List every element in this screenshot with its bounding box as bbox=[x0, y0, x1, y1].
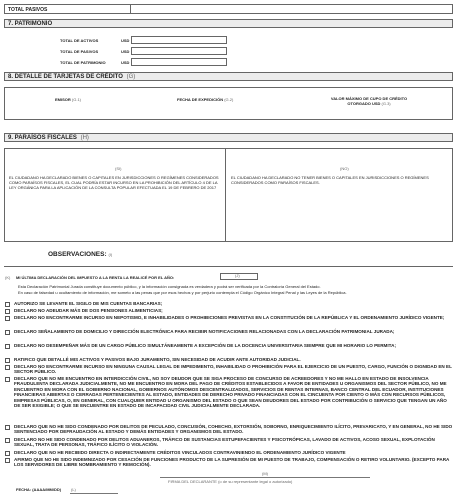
signature-ref: (M) bbox=[262, 471, 268, 476]
note-1: Esta Declaración Patrimonial Jurada constituye documento público, y la información consignada es verdadera y podrá ser verificada por la Contraloría General del Estado. bbox=[18, 284, 321, 289]
section-8-header bbox=[4, 72, 453, 81]
declaration-checkbox-12[interactable] bbox=[5, 458, 10, 463]
declaration-checkbox-5[interactable] bbox=[5, 344, 10, 349]
declaration-checkbox-2[interactable] bbox=[5, 309, 10, 314]
section-8-title: 8. DETALLE DE TARJETAS DE CRÉDITO bbox=[8, 74, 123, 80]
total-pasivos-row bbox=[4, 4, 453, 14]
fecha-label: FECHA: (AAAA/MM/DD) bbox=[16, 487, 62, 492]
ultima-declaracion-year-field[interactable] bbox=[220, 273, 258, 280]
section-9-header bbox=[4, 133, 453, 142]
declaration-10: DECLARO NO HE SIDO CONDENADO POR DELITOS ADUANEROS, TRÁFICO DE SUSTANCIAS ESTUPEFACIENTES Y PSICOTRÓPICAS, LAVADO DE ACTIVOS, ACOSO SEXUAL, EXPLOTACIÓN SEXUAL, TRATA DE PERSONAS, TRÁFICO ILÍCITO O VIOLACIÓN. bbox=[14, 437, 435, 448]
declaration-checkbox-4[interactable] bbox=[5, 330, 10, 335]
declaration-checkbox-1[interactable] bbox=[5, 302, 10, 307]
fecha-ref: (L) bbox=[71, 487, 76, 492]
declaration-6: RATIFICO QUE DETALLÉ MIS ACTIVOS Y PASIVOS BAJO JURAMENTO, SIN NECESIDAD DE ACUDIR ANTE AUTORIDAD JUDICIAL. bbox=[14, 357, 301, 362]
patrimonio-usd-1: USD bbox=[121, 38, 130, 43]
declaration-12: AFIRMO QUE NO HE SIDO INDEMNIZADO POR CESACIÓN DE FUNCIONES PRODUCTO DE LA SUPRESIÓN DE MI PUESTO DE TRABAJO, COMPENSACIÓN O RETIRO VOLUNTARIO. (EXCEPTO PARA LOS SERVIDORES DE LIBRE NOMBRAMIENTO Y REMOCIÓN). bbox=[14, 457, 450, 468]
declaration-checkbox-3[interactable] bbox=[5, 316, 10, 321]
declaration-checkbox-9[interactable] bbox=[5, 425, 10, 430]
section-8-ref: (G) bbox=[126, 74, 136, 80]
note-2: En caso de falsedad u ocultamiento de información, me someto a las penas que por esos hechos y por perjurio contempla el Código Orgánico Integral Penal y las Leyes de la República. bbox=[18, 290, 347, 295]
fecha-line bbox=[70, 493, 118, 494]
declaration-1: AUTORIZO SE LEVANTE EL SIGILO DE MIS CUENTAS BANCARIAS; bbox=[14, 301, 163, 306]
total-pasivos-field[interactable] bbox=[131, 47, 227, 55]
patrimonio-row-patrimonio-label: TOTAL DE PATRIMONIO bbox=[60, 60, 106, 65]
declaration-3: DECLARO NO ENCONTRARME INCURSO EN NEPOTISMO, E INHABILIDADES O PROHIBICIONES PREVISTAS EN LA CONSTITUCIÓN DE LA REPÚBLICA Y EL ORDENAMIENTO JURÍDICO VIGENTE; bbox=[14, 315, 445, 320]
patrimonio-usd-2: USD bbox=[121, 49, 130, 54]
section-9-title: 9. PARAÍSOS FISCALES bbox=[8, 135, 77, 141]
patrimonio-row-activos-label: TOTAL DE ACTIVOS bbox=[60, 38, 99, 43]
total-pasivos-label: TOTAL PASIVOS bbox=[8, 7, 48, 13]
observaciones-label: OBSERVACIONES: (I) bbox=[48, 251, 113, 258]
ultima-declaracion-text: MI ÚLTIMA DECLARACIÓN DEL IMPUESTO A LA RENTA LA REALICÉ POR EL AÑO: bbox=[16, 275, 175, 280]
declaration-4: DECLARO SEÑALAMIENTO DE DOMICILIO Y DIRECCIÓN ELECTRÓNICA PARA RECIBIR NOTIFICACIONES RELACIONADAS CON LA DECLARACIÓN PATRIMONIAL JURADA; bbox=[14, 329, 395, 334]
declaration-checkbox-7[interactable] bbox=[5, 365, 10, 370]
declaration-checkbox-8[interactable] bbox=[5, 377, 10, 382]
declaration-11: DECLARO QUE NO HE RECIBIDO DIRECTA O INDIRECTAMENTE CRÉDITOS VINCULADOS CONTRAVINIENDO EL ORDENAMIENTO JURÍDICO VIGENTE bbox=[14, 450, 346, 455]
paraisos-si-label: (SI) bbox=[115, 166, 122, 171]
tarjetas-table bbox=[4, 87, 453, 120]
section-7-header bbox=[4, 19, 453, 28]
tarjetas-col-valor: VALOR MÁXIMO DE CUPO DE CRÉDITO OTORGADO USD (G.3) bbox=[330, 96, 408, 106]
total-pasivos-divider bbox=[130, 5, 131, 13]
patrimonio-row-pasivos-label: TOTAL DE PASIVOS bbox=[60, 49, 99, 54]
declaration-checkbox-6[interactable] bbox=[5, 358, 10, 363]
paraisos-no-text: EL CIUDADANO HA DECLARADO NO TENER BIENES O CAPITALES EN JURISDICCIONES O REGÍMENES CONSIDERADOS COMO PARAÍSOS FISCALES. bbox=[231, 175, 429, 185]
tarjetas-col-fecha: FECHA DE EXPEDICIÓN (G.2) bbox=[177, 97, 234, 102]
signature-line bbox=[160, 477, 370, 478]
paraisos-divider bbox=[225, 149, 226, 241]
tarjetas-col-emisor: EMISOR (G.1) bbox=[55, 97, 82, 102]
ultima-ref-k: (K) bbox=[5, 275, 11, 280]
ultima-year-ref: (J) bbox=[235, 273, 240, 278]
paraisos-si-text: EL CIUDADANO HA DECLARADO BIENES O CAPITALES EN JURISDICCIONES O REGÍMENES CONSIDERADOS COMO PARAÍSOS FISCALES, EL CUAL PODRÍA ESTAR INCURSO EN LA PROHIBICIÓN DEL ARTÍCULO 4 DE LA LEY ORGÁNICA PARA LA APLICACIÓN DE LA CONSULTA POPULAR EFECTUADA EL 19 DE FEBRERO DE 2017 bbox=[9, 175, 219, 190]
paraisos-no-label: (NO) bbox=[340, 166, 349, 171]
declaration-checkbox-10[interactable] bbox=[5, 438, 10, 443]
paraisos-table bbox=[4, 148, 453, 242]
section-7-title: 7. PATRIMONIO bbox=[8, 21, 53, 27]
declaration-8: DECLARO QUE NO ME ENCUENTRO EN INTERDICCIÓN CIVIL, NO SOY DEUDOR QUE SE SIGA PROCESO DE CONCURSO DE ACREEDORES Y NO ME HALLO EN ESTADO DE INSOLVENCIA FRAUDULENTA DECLARADA JUDICIALMENTE, NO ME ENCUENTRO EN MORA DEL PAGO DE CRÉDITOS ESTABLECIDOS A FAVOR DE ENTIDADES U ORGANISMOS DEL SECTOR PÚBLICO, NO ME ENCUENTRO EN MORA CON EL GOBIERNO NACIONAL, GOBIERNOS AUTÓNOMOS DESCENTRALIZADOS, SERVICIOS DE RENTAS INTERNAS, BANCO CENTRAL DEL ECUADOR, INSTITUCIONES FINANCIERAS ABIERTAS O CERRADAS PERTENECIENTES AL ESTADO, ENTIDADES DE DERECHO PRIVADO FINANCIADAS CON EL CINCUENTA POR CIENTO O MÁS CON RECURSOS PÚBLICOS, EMPRESAS PÚBLICAS, O, EN GENERAL, CON CUALQUIER ENTIDAD U ORGANISMO DEL ESTADO O QUE SEAN DEUDORES DEL ESTADO POR CONTRIBUCIÓN O SERVICIO QUE TENGAN UN AÑO DE SER EXIGIBLE; O QUE SE ENCUENTRE EN ESTADO DE INCAPACIDAD CIVIL JUDICIALMENTE DECLARADA. bbox=[14, 376, 447, 409]
declaration-5: DECLARO NO DESEMPEÑAR MÁS DE UN CARGO PÚBLICO SIMULTÁNEAMENTE A EXCEPCIÓN DE LA DOCENCIA UNIVERSITARIA SIEMPRE QUE MI HORARIO LO PERMITA; bbox=[14, 343, 396, 348]
section-9-ref: (H) bbox=[80, 135, 89, 141]
declaration-checkbox-11[interactable] bbox=[5, 451, 10, 456]
declaration-9: DECLARO QUE NO HE SIDO CONDENADO POR DELITOS DE PECULADO, CONCUSIÓN, COHECHO, EXTORSIÓN, SOBORNO, ENRIQUECIMIENTO ILÍCITO, PREVARICATO, Y EN GENERAL, NO HE SIDO SENTENCIADO POR DEFRAUDACIÓN AL ESTADO Y DEMÁS ENTIDADES Y ORGANISMOS DEL ESTADO. bbox=[14, 424, 453, 435]
patrimonio-usd-3: USD bbox=[121, 60, 130, 65]
declaration-2: DECLARO NO ADEUDAR MÁS DE DOS PENSIONES ALIMENTICIAS; bbox=[14, 308, 163, 313]
signature-label: FIRMA DEL DECLARANTE (o de su representante legal o autorizado) bbox=[168, 479, 293, 484]
observaciones-rule bbox=[4, 266, 453, 267]
total-patrimonio-field[interactable] bbox=[131, 58, 227, 66]
declaration-7: DECLARO NO ENCONTRARME INCURSO EN NINGUNA CAUSAL LEGAL DE IMPEDIMENTO, INHABILIDAD O PROHIBICIÓN PARA EL EJERCICIO DE UN PUESTO, CARGO, FUNCIÓN O DIGNIDAD EN EL SECTOR PÚBLICO. bbox=[14, 364, 452, 375]
total-activos-field[interactable] bbox=[131, 36, 227, 44]
